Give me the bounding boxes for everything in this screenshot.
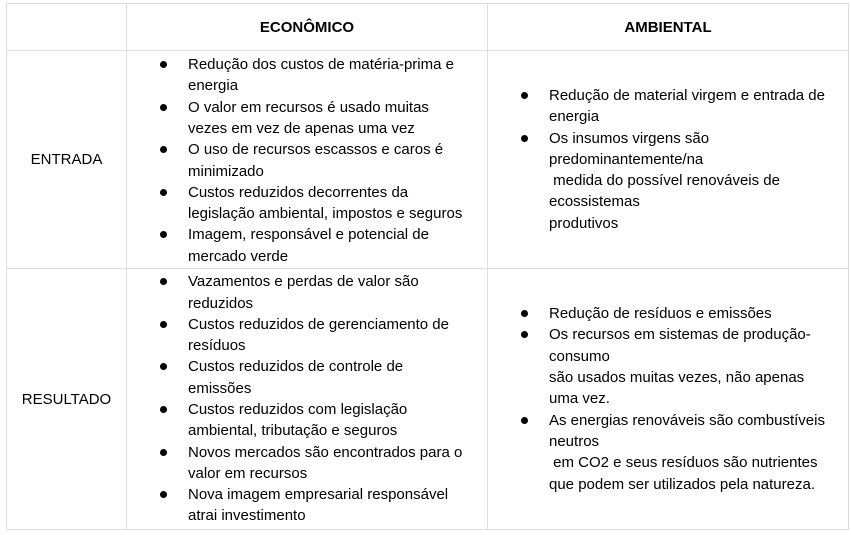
bullet-item — [188, 97, 481, 140]
bullet-line: Os insumos virgens são — [549, 129, 710, 147]
bullet-item — [549, 410, 840, 495]
bullet-dot-icon — [521, 135, 528, 142]
bullet-item — [188, 271, 481, 314]
comparison-table — [6, 3, 849, 530]
bullet-line: Novos mercados são encontrados para o — [188, 443, 463, 461]
bullet-dot-icon — [521, 331, 528, 338]
bullet-line: neutros — [549, 432, 600, 450]
bullet-line: produtivos — [549, 214, 619, 232]
row-label-resultado: RESULTADO — [7, 269, 127, 530]
bullet-line: Imagem, responsável e potencial de — [188, 226, 429, 244]
bullet-line: Custos reduzidos de gerenciamento de — [188, 315, 449, 333]
bullet-dot-icon — [160, 278, 167, 285]
bullet-line: O uso de recursos escassos e caros é — [188, 141, 444, 159]
bullet-line: O valor em recursos é usado muitas — [188, 98, 429, 116]
bullet-item — [188, 314, 481, 357]
bullet-line: energia — [549, 108, 600, 126]
bullet-item — [188, 139, 481, 182]
bullet-item — [549, 128, 840, 234]
entrada-environmental-cell — [488, 51, 849, 269]
bullet-line: ecossistemas — [549, 193, 640, 211]
header-environmental: AMBIENTAL — [488, 4, 849, 51]
row-entrada — [7, 51, 849, 269]
bullet-line: ambiental, tributação e seguros — [188, 422, 398, 440]
bullet-item — [549, 324, 840, 409]
bullet-line: As energias renováveis são combustíveis — [549, 411, 825, 429]
bullet-dot-icon — [160, 406, 167, 413]
bullet-line: são usados muitas vezes, não apenas — [549, 369, 805, 387]
bullet-line: reduzidos — [188, 294, 254, 312]
bullet-item — [188, 399, 481, 442]
bullet-line: consumo — [549, 347, 610, 365]
bullet-line: Os recursos em sistemas de produção- — [549, 326, 811, 344]
bullet-dot-icon — [160, 449, 167, 456]
bullet-dot-icon — [160, 321, 167, 328]
bullet-item — [188, 182, 481, 225]
entrada-economic-cell — [127, 51, 488, 269]
row-label-entrada: ENTRADA — [7, 51, 127, 269]
bullet-line: legislação ambiental, impostos e seguros — [188, 205, 463, 223]
bullet-line: Redução de material virgem e entrada de — [549, 86, 825, 104]
bullet-dot-icon — [160, 146, 167, 153]
header-empty-cell — [7, 4, 127, 51]
bullet-line: emissões — [188, 379, 252, 397]
bullet-line: uma vez. — [549, 390, 610, 408]
bullet-line: vezes em vez de apenas uma vez — [188, 119, 415, 137]
entrada-economic-list — [188, 52, 481, 267]
bullet-line: predominantemente/na — [549, 150, 704, 168]
resultado-economic-cell — [127, 269, 488, 530]
bullet-line: Custos reduzidos decorrentes da — [188, 183, 409, 201]
bullet-dot-icon — [521, 417, 528, 424]
bullet-line: energia — [188, 77, 239, 95]
bullet-line: Redução dos custos de matéria-prima e — [188, 56, 454, 74]
bullet-line: resíduos — [188, 337, 246, 355]
bullet-line: Vazamentos e perdas de valor são — [188, 273, 419, 291]
bullet-item — [188, 442, 481, 485]
bullet-line: mercado verde — [188, 247, 289, 265]
bullet-item — [188, 484, 481, 527]
bullet-item — [188, 356, 481, 399]
bullet-dot-icon — [521, 310, 528, 317]
bullet-line: Redução de resíduos e emissões — [549, 305, 772, 323]
bullet-item — [549, 85, 840, 128]
bullet-dot-icon — [160, 189, 167, 196]
bullet-item — [188, 54, 481, 97]
bullet-line: medida do possível renováveis de — [549, 172, 780, 190]
bullet-dot-icon — [160, 491, 167, 498]
bullet-item — [188, 224, 481, 267]
bullet-dot-icon — [160, 363, 167, 370]
bullet-dot-icon — [521, 92, 528, 99]
resultado-economic-list — [188, 271, 481, 527]
resultado-environmental-cell — [488, 269, 849, 530]
bullet-line: valor em recursos — [188, 464, 308, 482]
header-row — [7, 4, 849, 51]
bullet-line: atrai investimento — [188, 507, 306, 525]
bullet-line: em CO2 e seus resíduos são nutrientes — [549, 454, 818, 472]
bullet-line: Nova imagem empresarial responsável — [188, 486, 449, 504]
bullet-item — [549, 303, 840, 324]
bullet-line: que podem ser utilizados pela natureza. — [549, 475, 816, 493]
bullet-dot-icon — [160, 104, 167, 111]
bullet-line: Custos reduzidos com legislação — [188, 401, 408, 418]
bullet-line: minimizado — [188, 162, 264, 180]
header-economic: ECONÔMICO — [127, 4, 488, 51]
bullet-dot-icon — [160, 231, 167, 238]
resultado-environmental-list — [549, 303, 840, 495]
row-resultado — [7, 269, 849, 530]
bullet-line: Custos reduzidos de controle de — [188, 358, 404, 376]
bullet-dot-icon — [160, 61, 167, 68]
entrada-environmental-list — [549, 85, 840, 234]
